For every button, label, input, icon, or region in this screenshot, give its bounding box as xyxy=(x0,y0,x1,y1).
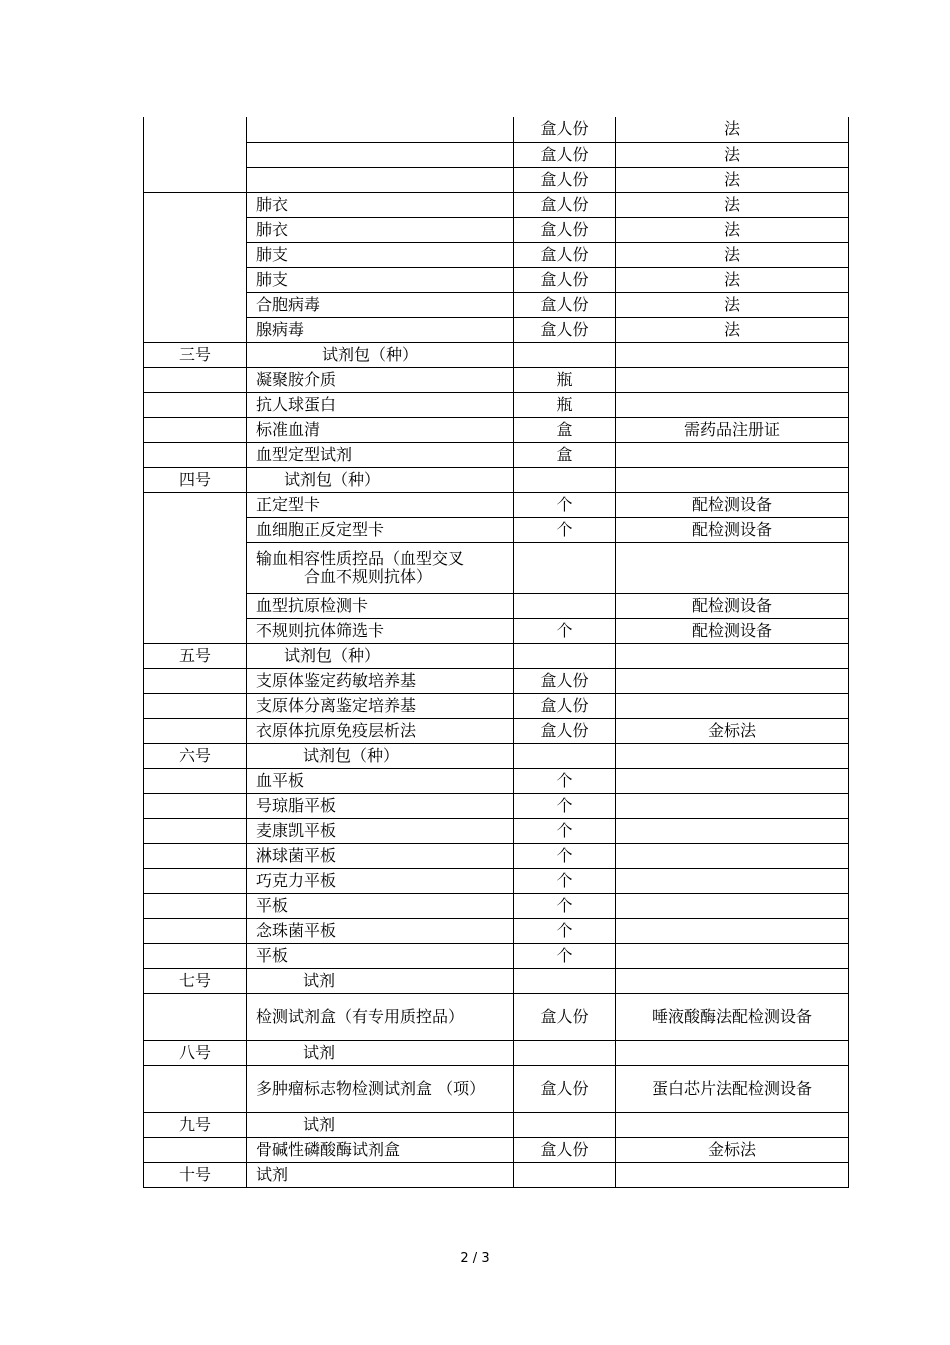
table-row xyxy=(144,467,849,492)
cell-group xyxy=(144,893,247,918)
cell-group xyxy=(144,718,247,743)
cell-item: 腺病毒 xyxy=(247,317,514,342)
cell-unit: 盒人份 xyxy=(514,117,616,142)
cell-group xyxy=(144,868,247,893)
cell-unit: 个 xyxy=(514,918,616,943)
table-row xyxy=(144,643,849,668)
cell-note xyxy=(616,342,849,367)
cell-unit: 个 xyxy=(514,943,616,968)
cell-item: 检测试剂盒（有专用质控品） xyxy=(247,993,514,1040)
table-row xyxy=(144,442,849,467)
table-row xyxy=(144,918,849,943)
table-row xyxy=(144,943,849,968)
table-row xyxy=(144,993,849,1040)
cell-note xyxy=(616,918,849,943)
table-row xyxy=(144,1112,849,1137)
cell-group-label: 六号 xyxy=(144,743,247,768)
cell-item xyxy=(247,743,514,768)
cell-note xyxy=(616,943,849,968)
cell-note: 蛋白芯片法配检测设备 xyxy=(616,1065,849,1112)
cell-group xyxy=(144,267,247,292)
cell-item xyxy=(247,342,514,367)
cell-unit: 瓶 xyxy=(514,367,616,392)
table-row xyxy=(144,668,849,693)
table-row xyxy=(144,843,849,868)
cell-group xyxy=(144,993,247,1040)
cell-group-label: 八号 xyxy=(144,1040,247,1065)
table-row xyxy=(144,818,849,843)
cell-note xyxy=(616,893,849,918)
cell-note: 需药品注册证 xyxy=(616,417,849,442)
cell-item: 血型定型试剂 xyxy=(247,442,514,467)
cell-item xyxy=(247,968,514,993)
cell-unit: 盒人份 xyxy=(514,167,616,192)
cell-note: 配检测设备 xyxy=(616,593,849,618)
cell-group xyxy=(144,542,247,593)
cell-group xyxy=(144,242,247,267)
cell-item: 肺支 xyxy=(247,242,514,267)
cell-group xyxy=(144,192,247,217)
table-row xyxy=(144,217,849,242)
cell-unit: 盒人份 xyxy=(514,242,616,267)
table-row xyxy=(144,317,849,342)
cell-group xyxy=(144,417,247,442)
cell-item: 平板 xyxy=(247,943,514,968)
table-row xyxy=(144,1137,849,1162)
cell-item: 合胞病毒 xyxy=(247,292,514,317)
cell-item: 肺支 xyxy=(247,267,514,292)
cell-note xyxy=(616,668,849,693)
cell-note xyxy=(616,793,849,818)
cell-item: 血平板 xyxy=(247,768,514,793)
cell-group xyxy=(144,1065,247,1112)
cell-unit: 盒人份 xyxy=(514,142,616,167)
cell-group-label: 十号 xyxy=(144,1162,247,1187)
cell-group xyxy=(144,367,247,392)
cell-item xyxy=(247,542,514,593)
cell-note xyxy=(616,1112,849,1137)
cell-note xyxy=(616,467,849,492)
cell-item: 衣原体抗原免疫层析法 xyxy=(247,718,514,743)
cell-unit: 个 xyxy=(514,517,616,542)
cell-group xyxy=(144,943,247,968)
reagent-table xyxy=(143,117,849,1188)
cell-item: 支原体鉴定药敏培养基 xyxy=(247,668,514,693)
cell-note xyxy=(616,768,849,793)
cell-note: 法 xyxy=(616,242,849,267)
table-row xyxy=(144,693,849,718)
cell-item: 巧克力平板 xyxy=(247,868,514,893)
cell-item-line: 合血不规则抗体） xyxy=(304,566,433,586)
cell-note: 法 xyxy=(616,167,849,192)
cell-note xyxy=(616,367,849,392)
cell-note: 金标法 xyxy=(616,1137,849,1162)
table-row xyxy=(144,1162,849,1187)
cell-unit: 盒 xyxy=(514,442,616,467)
cell-item: 肺衣 xyxy=(247,192,514,217)
table-row xyxy=(144,1065,849,1112)
cell-item: 正定型卡 xyxy=(247,492,514,517)
cell-item-text: 试剂 xyxy=(303,1114,336,1134)
cell-item xyxy=(247,1040,514,1065)
cell-note: 法 xyxy=(616,142,849,167)
cell-unit: 个 xyxy=(514,618,616,643)
cell-unit xyxy=(514,968,616,993)
cell-item: 平板 xyxy=(247,893,514,918)
cell-group-label: 三号 xyxy=(144,342,247,367)
cell-note xyxy=(616,643,849,668)
cell-item: 血细胞正反定型卡 xyxy=(247,517,514,542)
cell-note xyxy=(616,1040,849,1065)
cell-item: 淋球菌平板 xyxy=(247,843,514,868)
cell-item xyxy=(247,1112,514,1137)
cell-item: 抗人球蛋白 xyxy=(247,392,514,417)
cell-unit: 个 xyxy=(514,818,616,843)
cell-item: 多肿瘤标志物检测试剂盒 （项） xyxy=(247,1065,514,1112)
cell-note: 法 xyxy=(616,267,849,292)
table-row xyxy=(144,417,849,442)
cell-unit xyxy=(514,467,616,492)
cell-unit: 个 xyxy=(514,492,616,517)
cell-unit xyxy=(514,542,616,593)
cell-item-text: 试剂包（种） xyxy=(284,645,381,665)
table-row xyxy=(144,718,849,743)
cell-unit: 盒 xyxy=(514,417,616,442)
cell-group xyxy=(144,492,247,517)
table-row xyxy=(144,517,849,542)
cell-note xyxy=(616,542,849,593)
cell-note: 法 xyxy=(616,292,849,317)
table-row xyxy=(144,192,849,217)
cell-group xyxy=(144,392,247,417)
cell-group-label: 五号 xyxy=(144,643,247,668)
cell-note: 法 xyxy=(616,117,849,142)
cell-unit: 盒人份 xyxy=(514,1137,616,1162)
cell-item-text: 试剂 xyxy=(303,1042,336,1062)
cell-note: 法 xyxy=(616,192,849,217)
cell-group xyxy=(144,768,247,793)
cell-unit: 个 xyxy=(514,893,616,918)
cell-note xyxy=(616,843,849,868)
table-row xyxy=(144,117,849,142)
cell-note xyxy=(616,392,849,417)
cell-unit: 盒人份 xyxy=(514,292,616,317)
cell-item: 不规则抗体筛选卡 xyxy=(247,618,514,643)
cell-unit xyxy=(514,1162,616,1187)
cell-group xyxy=(144,142,247,167)
table-row xyxy=(144,1040,849,1065)
cell-group xyxy=(144,442,247,467)
cell-unit: 盒人份 xyxy=(514,217,616,242)
cell-unit: 盒人份 xyxy=(514,693,616,718)
table-row xyxy=(144,267,849,292)
cell-unit: 盒人份 xyxy=(514,192,616,217)
cell-item: 肺衣 xyxy=(247,217,514,242)
table-row xyxy=(144,768,849,793)
cell-group-label: 四号 xyxy=(144,467,247,492)
cell-item xyxy=(247,117,514,142)
cell-note xyxy=(616,693,849,718)
cell-item-text: 试剂包（种） xyxy=(322,344,419,364)
cell-item: 念珠菌平板 xyxy=(247,918,514,943)
cell-unit xyxy=(514,643,616,668)
cell-note xyxy=(616,968,849,993)
table-row xyxy=(144,868,849,893)
cell-group xyxy=(144,843,247,868)
cell-note xyxy=(616,442,849,467)
cell-unit: 盒人份 xyxy=(514,668,616,693)
cell-item xyxy=(247,467,514,492)
table-row xyxy=(144,618,849,643)
cell-unit xyxy=(514,342,616,367)
cell-group xyxy=(144,593,247,618)
cell-item xyxy=(247,643,514,668)
table-row xyxy=(144,893,849,918)
cell-group-label: 九号 xyxy=(144,1112,247,1137)
cell-note: 法 xyxy=(616,217,849,242)
cell-group xyxy=(144,793,247,818)
cell-group xyxy=(144,818,247,843)
cell-note: 唾液酸酶法配检测设备 xyxy=(616,993,849,1040)
cell-note: 配检测设备 xyxy=(616,618,849,643)
table-row xyxy=(144,968,849,993)
cell-unit: 盒人份 xyxy=(514,317,616,342)
cell-item-line: 输血相容性质控品（血型交叉 xyxy=(256,548,465,568)
cell-unit: 盒人份 xyxy=(514,993,616,1040)
cell-item-text: 试剂包（种） xyxy=(303,745,400,765)
cell-group xyxy=(144,693,247,718)
cell-group-label: 七号 xyxy=(144,968,247,993)
cell-note xyxy=(616,743,849,768)
cell-group xyxy=(144,1137,247,1162)
cell-unit xyxy=(514,1040,616,1065)
cell-item: 凝聚胺介质 xyxy=(247,367,514,392)
cell-group xyxy=(144,317,247,342)
cell-group xyxy=(144,292,247,317)
table-row xyxy=(144,167,849,192)
cell-unit: 盒人份 xyxy=(514,267,616,292)
cell-unit xyxy=(514,593,616,618)
cell-unit: 个 xyxy=(514,793,616,818)
cell-group xyxy=(144,668,247,693)
table-row xyxy=(144,743,849,768)
cell-unit xyxy=(514,743,616,768)
cell-note: 法 xyxy=(616,317,849,342)
cell-unit: 瓶 xyxy=(514,392,616,417)
cell-item: 标准血清 xyxy=(247,417,514,442)
table-row xyxy=(144,392,849,417)
cell-item xyxy=(247,167,514,192)
cell-group xyxy=(144,167,247,192)
cell-note xyxy=(616,1162,849,1187)
cell-item: 号琼脂平板 xyxy=(247,793,514,818)
cell-item: 血型抗原检测卡 xyxy=(247,593,514,618)
page-number: 2 / 3 xyxy=(460,1251,490,1266)
cell-unit: 个 xyxy=(514,843,616,868)
cell-item: 骨碱性磷酸酶试剂盒 xyxy=(247,1137,514,1162)
cell-group xyxy=(144,517,247,542)
cell-group xyxy=(144,918,247,943)
table-row xyxy=(144,242,849,267)
cell-unit: 盒人份 xyxy=(514,718,616,743)
cell-item: 支原体分离鉴定培养基 xyxy=(247,693,514,718)
cell-item-text: 试剂 xyxy=(303,970,336,990)
table-row xyxy=(144,593,849,618)
cell-note xyxy=(616,868,849,893)
table-row xyxy=(144,367,849,392)
cell-note: 金标法 xyxy=(616,718,849,743)
table-row xyxy=(144,342,849,367)
table-row xyxy=(144,542,849,593)
cell-item: 麦康凯平板 xyxy=(247,818,514,843)
cell-item-text: 试剂包（种） xyxy=(284,469,381,489)
cell-note: 配检测设备 xyxy=(616,517,849,542)
cell-unit xyxy=(514,1112,616,1137)
table-row xyxy=(144,793,849,818)
table-row xyxy=(144,292,849,317)
cell-item: 试剂 xyxy=(247,1162,514,1187)
cell-unit: 盒人份 xyxy=(514,1065,616,1112)
cell-group xyxy=(144,618,247,643)
cell-note: 配检测设备 xyxy=(616,492,849,517)
table-row xyxy=(144,142,849,167)
cell-group xyxy=(144,217,247,242)
cell-unit: 个 xyxy=(514,768,616,793)
table-row xyxy=(144,492,849,517)
cell-note xyxy=(616,818,849,843)
cell-item xyxy=(247,142,514,167)
cell-unit: 个 xyxy=(514,868,616,893)
cell-group xyxy=(144,117,247,142)
